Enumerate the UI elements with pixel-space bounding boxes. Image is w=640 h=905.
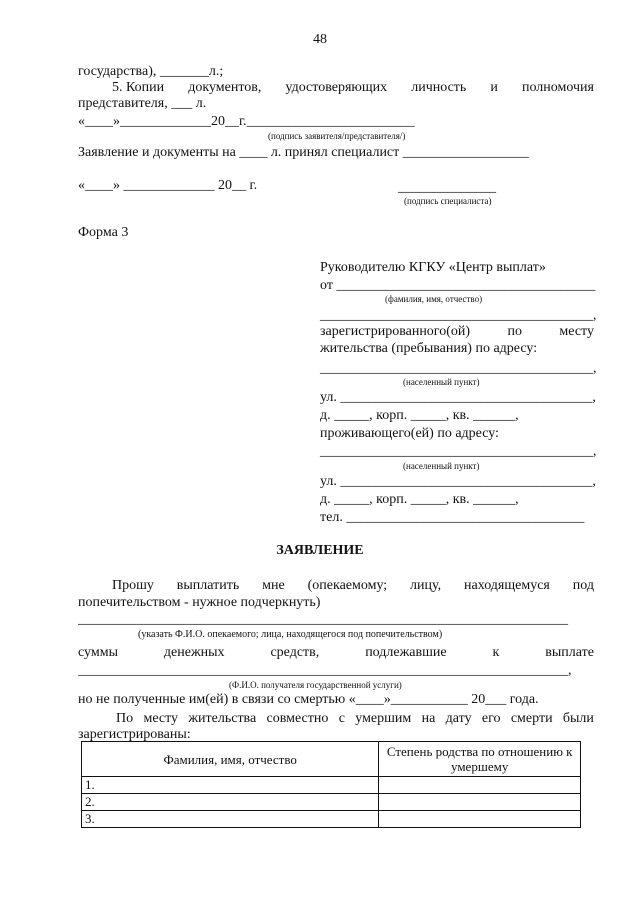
- request-line: [112, 578, 594, 594]
- sums-word: подлежавшие: [365, 645, 447, 660]
- registered-word: месту: [559, 324, 594, 339]
- sums-line: [78, 645, 594, 661]
- registered-persons-line: зарегистрированы:: [78, 727, 191, 742]
- item5-word: 5. Копии: [112, 80, 165, 95]
- item5-word: личность: [411, 80, 467, 95]
- received-by-line: Заявление и документы на ____ л. принял специалист __________________: [78, 145, 529, 160]
- registered-word: зарегистрированного(ой): [320, 324, 471, 339]
- header-full-name: Фамилия, имя, отчество: [82, 742, 379, 777]
- ward-caption: (указать Ф.И.О. опекаемого; лица, находящегося под попечительством): [138, 629, 443, 640]
- table-header-row: [82, 742, 581, 777]
- sums-word: суммы: [78, 645, 118, 660]
- addressee: Руководителю КГКУ «Центр выплат»: [320, 260, 546, 275]
- cell-relation[interactable]: [379, 777, 581, 794]
- locality-line-1: _______________________________________,: [320, 361, 597, 376]
- fio-caption: (фамилия, имя, отчество): [385, 294, 483, 304]
- relatives-table: [81, 741, 581, 828]
- recipient-name-line: ______________________________________________________________________,: [78, 663, 572, 678]
- sums-word: к: [492, 645, 500, 660]
- item5-line2: представителя, ___ л.: [78, 96, 207, 111]
- sums-word: средств,: [270, 645, 320, 660]
- applicant-signature-caption: (подпись заявителя/представителя/): [268, 131, 406, 141]
- date-signature-line: «____»_____________20__г.________________________: [78, 114, 415, 129]
- house-line-1: д. _____, корп. _____, кв. ______,: [320, 408, 519, 423]
- registered-word: по: [507, 324, 522, 339]
- cell-relation[interactable]: [379, 811, 581, 828]
- cohabitation-line: [116, 711, 594, 727]
- phone-line: тел. __________________________________: [320, 510, 585, 525]
- cohabit-word: По: [116, 711, 134, 726]
- registered-line: [320, 324, 594, 340]
- item5-word: документов,: [188, 80, 262, 95]
- sums-word: денежных: [163, 645, 225, 660]
- cohabit-word: с: [338, 711, 345, 726]
- specialist-signature-line: ______________: [398, 180, 496, 195]
- request-word: под: [572, 578, 594, 593]
- living-address-line: проживающего(ей) по адресу:: [320, 426, 499, 441]
- residence-line: жительства (пребывания) по адресу:: [320, 341, 538, 356]
- table-row: [82, 777, 581, 794]
- cohabit-word: умершим: [355, 711, 412, 726]
- cohabit-word: смерти: [510, 711, 553, 726]
- header-relationship: Степень родства по отношению к умершему: [379, 742, 581, 777]
- table-row: [82, 811, 581, 828]
- state-docs-line: государства), _______л.;: [78, 64, 224, 79]
- request-word: лицу,: [410, 578, 442, 593]
- specialist-signature-caption: (подпись специалиста): [404, 196, 492, 206]
- request-word: мне: [262, 578, 285, 593]
- statement-title: ЗАЯВЛЕНИЕ: [276, 543, 364, 558]
- cohabit-word: дату: [445, 711, 472, 726]
- name-continuation-line: _______________________________________,: [320, 308, 597, 323]
- sums-word: выплате: [545, 645, 594, 660]
- item5-word: и: [490, 80, 498, 95]
- form-label: Форма 3: [78, 225, 129, 240]
- street-line-1: ул. ____________________________________,: [320, 390, 596, 405]
- not-received-line: но не полученные им(ей) в связи со смертью «____»___________ 20___ года.: [78, 692, 539, 707]
- cohabit-word: жительства: [188, 711, 257, 726]
- locality-line-2: _______________________________________,: [320, 444, 597, 459]
- cohabit-word: совместно: [266, 711, 329, 726]
- request-word: выплатить: [176, 578, 240, 593]
- cohabit-word: на: [421, 711, 436, 726]
- item5-word: полномочия: [521, 80, 594, 95]
- street-line-2: ул. ____________________________________,: [320, 474, 596, 489]
- date-line-2: «____» _____________ 20__ г.: [78, 178, 258, 193]
- locality-caption-1: (населенный пункт): [403, 377, 480, 387]
- cell-name[interactable]: 3.: [82, 811, 379, 828]
- cohabit-word: его: [481, 711, 501, 726]
- cohabit-word: были: [562, 711, 594, 726]
- cell-name[interactable]: 2.: [82, 794, 379, 811]
- request-line-2: попечительством - нужное подчеркнуть): [78, 595, 321, 610]
- from-line: от _____________________________________: [320, 278, 596, 293]
- house-line-2: д. _____, корп. _____, кв. ______,: [320, 492, 519, 507]
- page-number: 48: [313, 32, 327, 47]
- recipient-caption: (Ф.И.О. получателя государственной услуги): [229, 680, 402, 690]
- item5-word: удостоверяющих: [285, 80, 388, 95]
- cell-name[interactable]: 1.: [82, 777, 379, 794]
- cell-relation[interactable]: [379, 794, 581, 811]
- locality-caption-2: (населенный пункт): [403, 461, 480, 471]
- ward-name-line: ______________________________________________________________________: [78, 612, 568, 627]
- request-word: находящемуся: [464, 578, 550, 593]
- request-word: (опекаемому;: [307, 578, 388, 593]
- table-row: [82, 794, 581, 811]
- item5-line1: [112, 80, 594, 96]
- cohabit-word: месту: [143, 711, 179, 726]
- request-word: Прошу: [112, 578, 154, 593]
